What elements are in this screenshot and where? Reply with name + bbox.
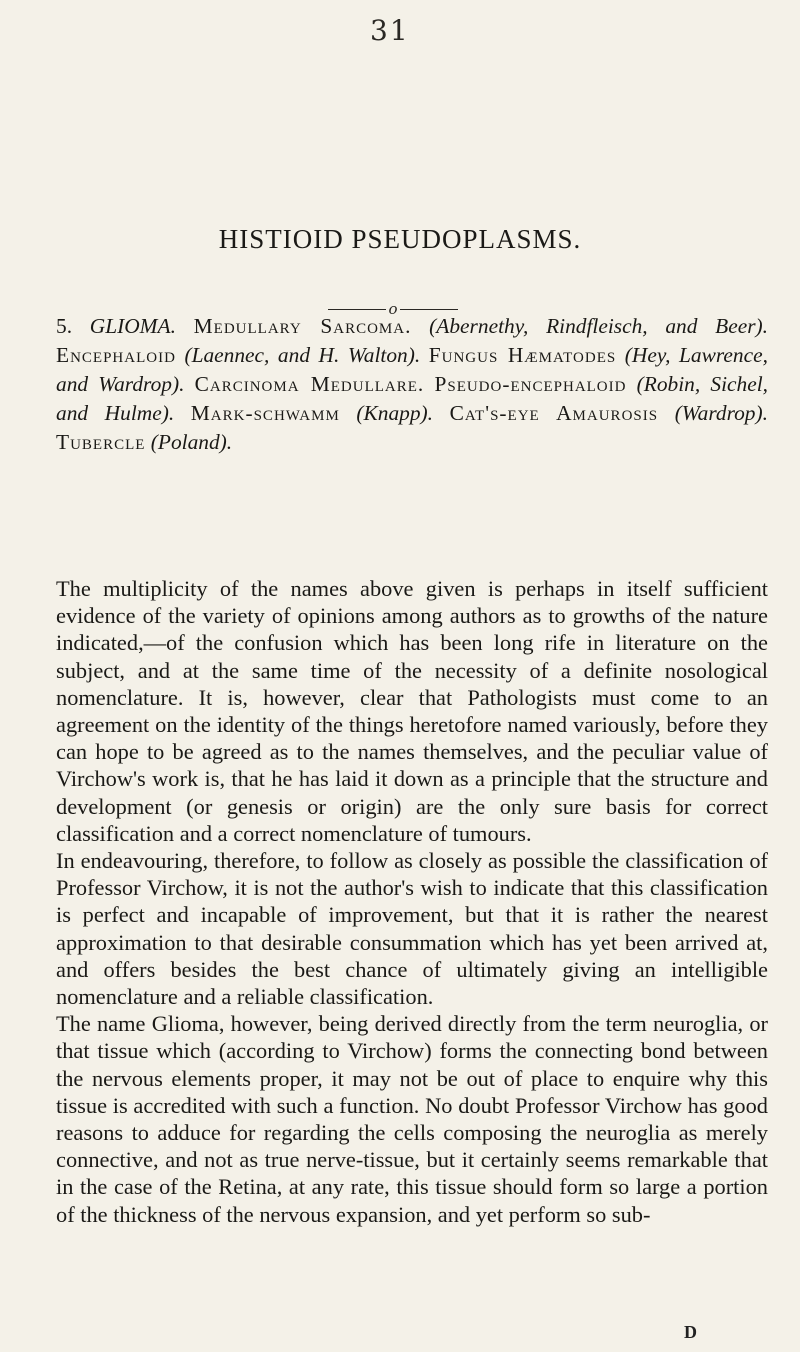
synonym-term: Cat's-eye Amaurosis	[449, 401, 659, 425]
synonym-authors: (Poland).	[150, 430, 233, 454]
synonym-term: Pseudo-encephaloid	[434, 372, 627, 396]
page-title: HISTIOID PSEUDOPLASMS.	[218, 224, 582, 254]
synonym-authors: (Robin, Sichel, and Hulme).	[56, 372, 769, 425]
tumour-name: GLIOMA.	[89, 314, 176, 338]
section-number: 5.	[56, 314, 73, 338]
signature-mark: D	[684, 1322, 697, 1342]
synonym-term: Encephaloid	[56, 343, 176, 367]
synonym-authors: (Wardrop).	[674, 401, 768, 425]
paragraph: The name Glioma, however, being derived directly from the term neuroglia, or that tissue which (according to Virchow) forms the connecting bond between the nervous elements proper, it may not be out of place to enquire why this tissue is accredited with such a function. No doubt Professor Virchow has good reasons to adduce for regarding the cells composing the neuroglia as merely connective, and not as true nerve-tissue, but it certainly seems remarkable that in the case of the Retina, at any rate, this tissue should form so large a portion of the thickness of the nervous expansion, and yet perform so sub-	[56, 1011, 768, 1227]
synonym-authors: (Knapp).	[356, 401, 434, 425]
paragraph: The multiplicity of the names above given is perhaps in itself sufficient evidence of the variety of opinions among authors as to growths of the nature indicated,—of the confusion which has been long rife in literature on the subject, and at the same time of the necessity of a definite nosological nomenclature. It is, however, clear that Pathologists must come to an agreement on the identity of the things heretofore named variously, before they can hope to be agreed as to the names themselves, and the peculiar value of Virchow's work is, that he has laid it down as a principle that the structure and development (or genesis or origin) are the only sure basis for correct classification and a correct nomenclature of tumours.	[56, 576, 768, 846]
page-number: 31	[370, 14, 410, 47]
synonym-authors: (Abernethy, Rindfleisch, and Beer).	[429, 314, 768, 338]
paragraph: In endeavouring, therefore, to follow as closely as possible the classification of Professor Virchow, it is not the author's wish to indicate that this classification is perfect and incapable of improvement, but that it is rather the nearest approximation to that desirable consummation which has yet been arrived at, and offers besides the best chance of ultimately giving an intelligible nomenclature and a reliable classification.	[56, 848, 768, 1010]
synonym-term: Medullary Sarcoma.	[193, 314, 412, 338]
synonym-term: Carcinoma Medullare.	[194, 372, 425, 396]
synonym-term: Fungus Hæmatodes	[428, 343, 617, 367]
synonym-term: Tubercle	[56, 430, 146, 454]
synonym-authors: (Hey, Lawrence, and Wardrop).	[56, 343, 768, 396]
body-text	[56, 575, 768, 1228]
divider-line-left	[328, 309, 386, 310]
divider-mark: o	[388, 300, 398, 318]
synonym-authors: (Laennec, and H. Walton).	[184, 343, 421, 367]
synonyms-block	[56, 312, 768, 457]
divider-line-right	[400, 309, 458, 310]
synonym-term: Mark-schwamm	[190, 401, 340, 425]
